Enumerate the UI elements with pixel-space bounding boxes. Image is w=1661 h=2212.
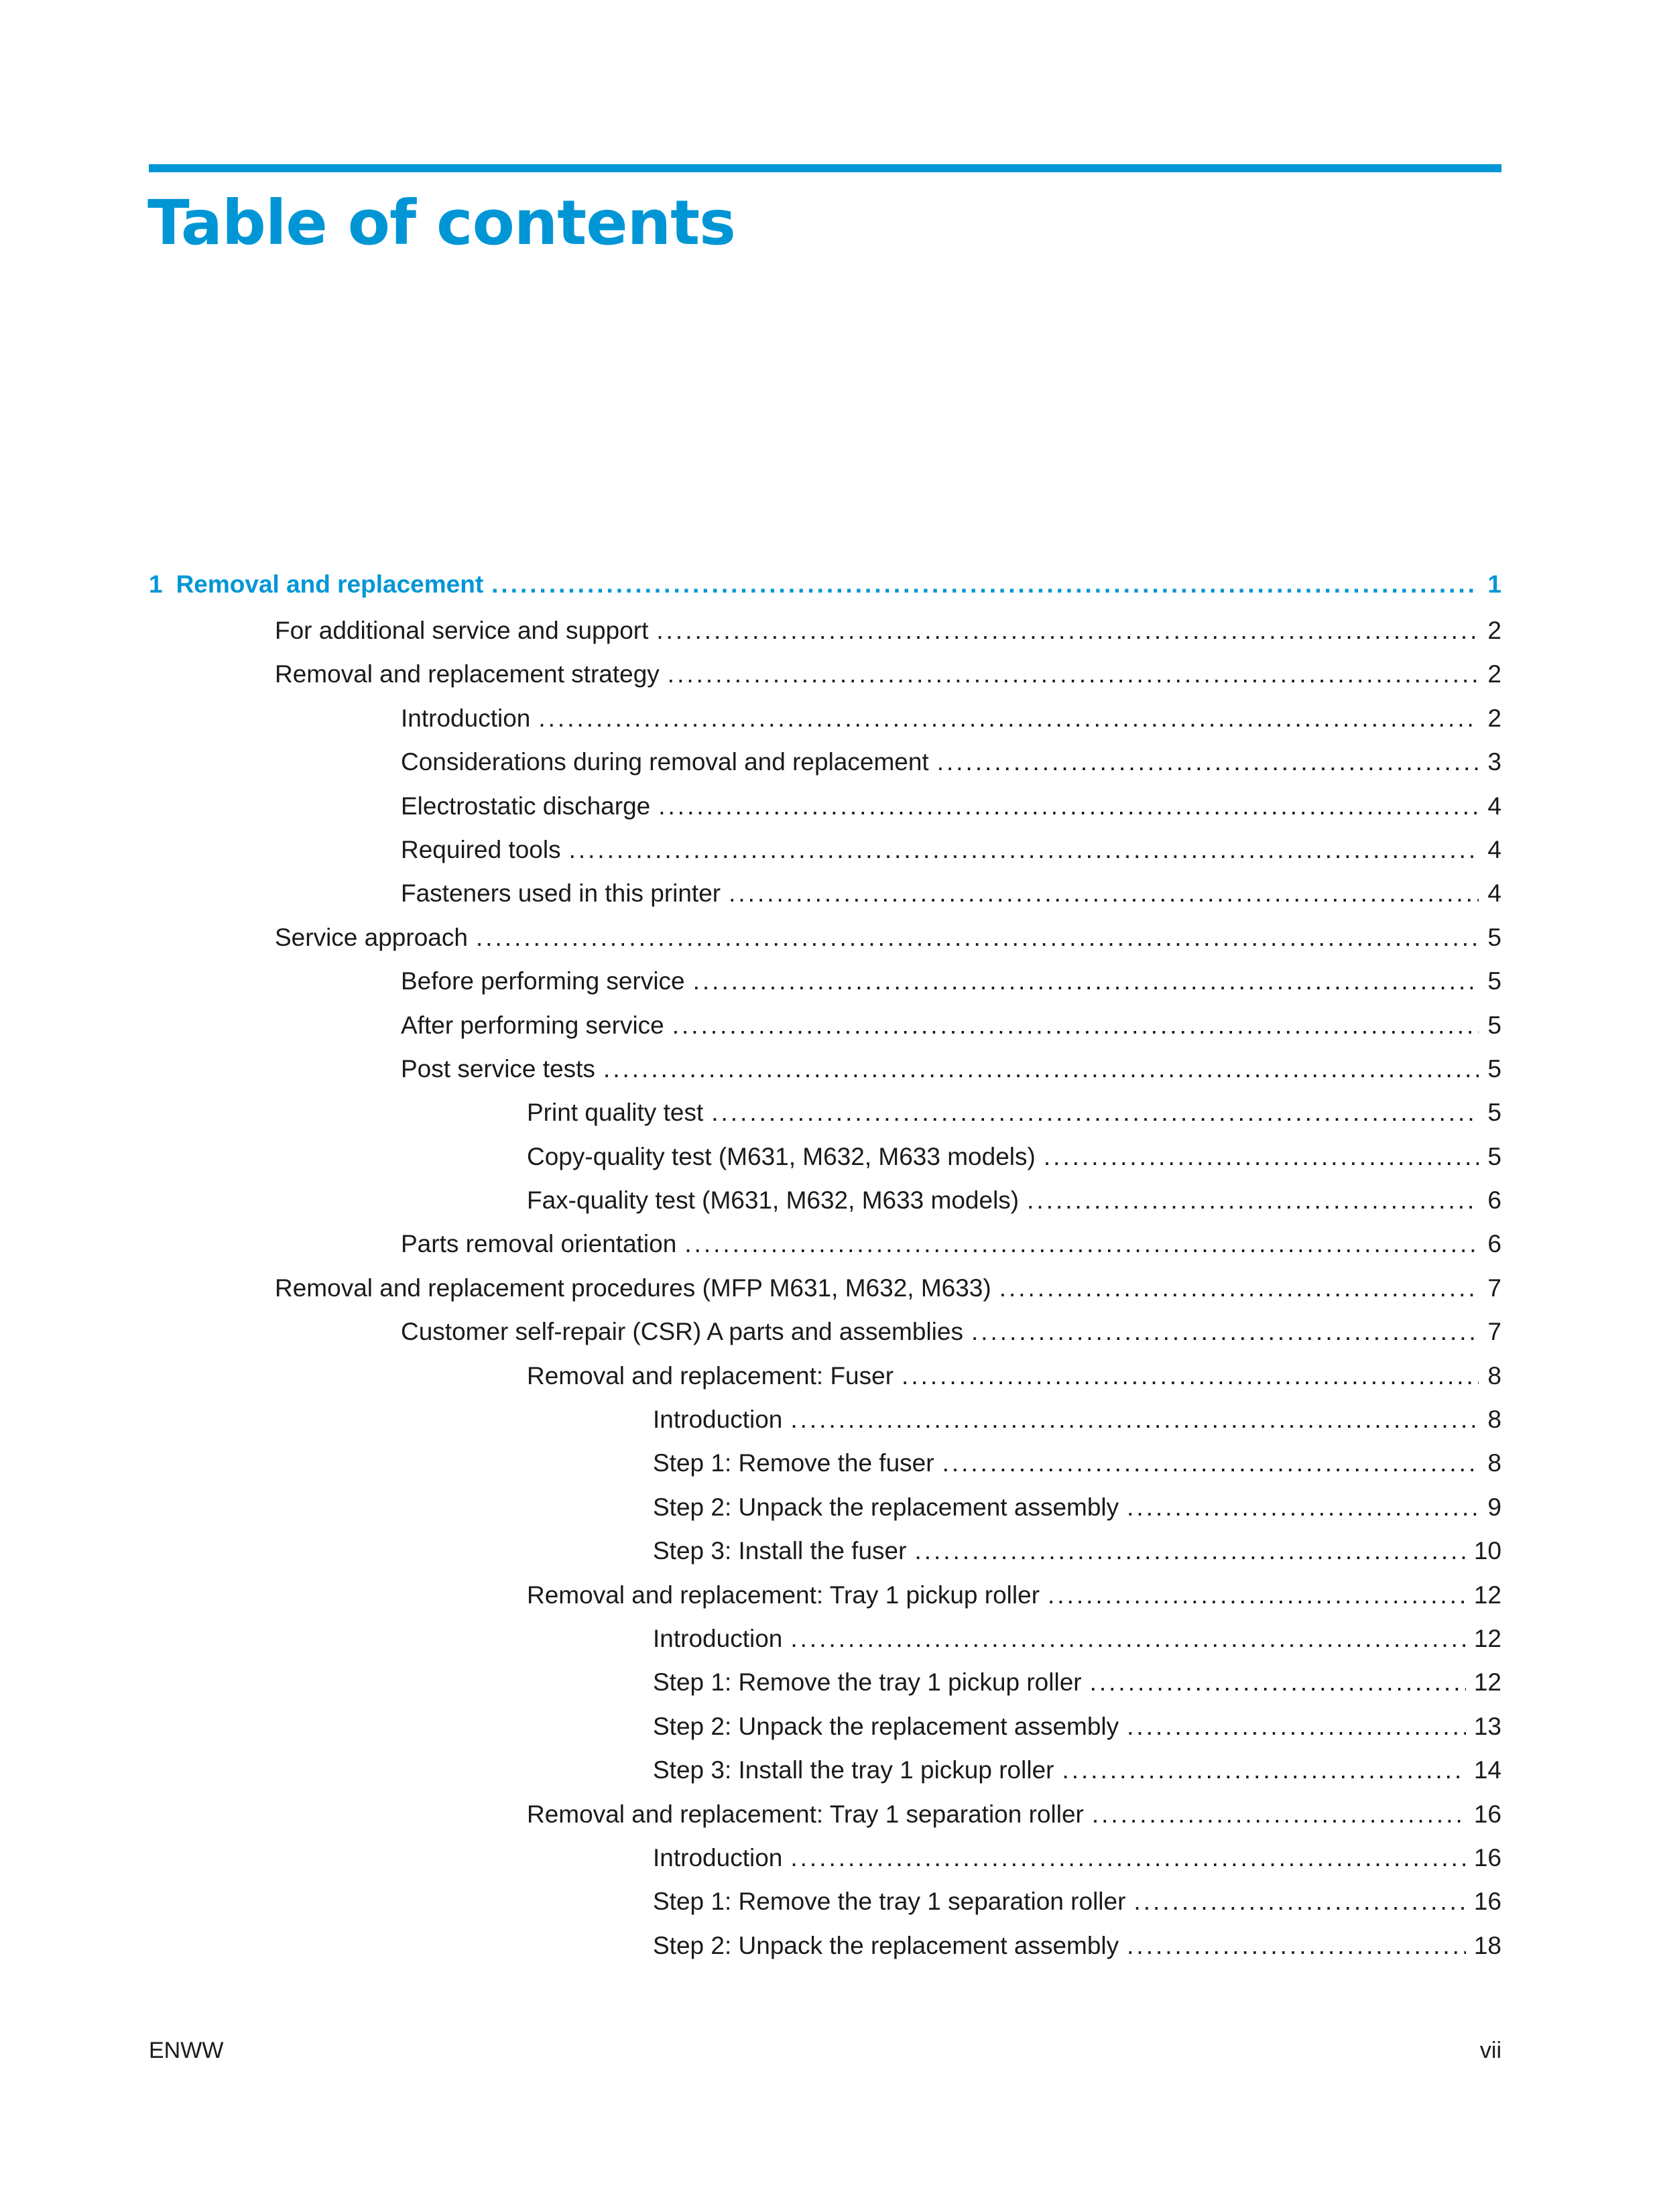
toc-entry-title: Step 2: Unpack the replacement assembly xyxy=(653,1712,1119,1740)
toc-entry[interactable] xyxy=(149,609,1501,652)
toc-entry-page: 8 xyxy=(1487,1449,1501,1477)
toc-entry-title: Print quality test xyxy=(527,1099,704,1127)
toc-entry-page: 5 xyxy=(1487,967,1501,995)
toc-dot-leader xyxy=(999,1266,1479,1310)
toc-entry-title: Step 3: Install the fuser xyxy=(653,1537,907,1565)
toc-entry-page: 6 xyxy=(1487,1230,1501,1258)
toc-entry[interactable] xyxy=(149,1573,1501,1617)
toc-entry[interactable] xyxy=(149,1924,1501,1967)
toc-entry-title: Step 1: Remove the tray 1 pickup roller xyxy=(653,1668,1082,1697)
toc-dot-leader xyxy=(711,1091,1479,1134)
toc-entry[interactable] xyxy=(149,1003,1501,1047)
toc-entry-title: Removal and replacement: Tray 1 pickup roller xyxy=(527,1581,1040,1609)
toc-entry[interactable] xyxy=(149,1880,1501,1923)
toc-entry-title: Step 1: Remove the fuser xyxy=(653,1449,934,1477)
toc-entry[interactable] xyxy=(149,1266,1501,1310)
toc-entry-title: Step 1: Remove the tray 1 separation roller xyxy=(653,1888,1126,1916)
toc-dot-leader xyxy=(668,652,1479,696)
toc-entry-title: Step 3: Install the tray 1 pickup roller xyxy=(653,1756,1054,1784)
toc-entry-title: Step 2: Unpack the replacement assembly xyxy=(653,1493,1119,1521)
toc-entry[interactable] xyxy=(149,652,1501,696)
toc-entry[interactable] xyxy=(149,916,1501,959)
toc-entry-title: Considerations during removal and replacement xyxy=(401,748,929,776)
toc-entry-page: 10 xyxy=(1473,1537,1501,1565)
toc-entry-title: Required tools xyxy=(401,835,561,863)
toc-entry[interactable] xyxy=(149,1135,1501,1178)
toc-entry-title: Fax-quality test (M631, M632, M633 models) xyxy=(527,1186,1020,1215)
toc-dot-leader xyxy=(603,1047,1479,1091)
toc-entry-title: Removal and replacement procedures (MFP M631, M632, M633) xyxy=(275,1274,991,1302)
toc-entry-page: 16 xyxy=(1473,1800,1501,1828)
toc-entry[interactable] xyxy=(149,1222,1501,1266)
toc-entry-title: After performing service xyxy=(401,1011,664,1039)
toc-dot-leader xyxy=(902,1354,1479,1398)
toc-entry[interactable] xyxy=(149,1178,1501,1222)
toc-entry-page: 2 xyxy=(1487,617,1501,644)
toc-entry[interactable] xyxy=(149,1441,1501,1485)
toc-dot-leader xyxy=(1133,1880,1465,1923)
toc-entry-title: Introduction xyxy=(653,1624,783,1652)
toc-dot-leader xyxy=(1127,1705,1466,1748)
toc-dot-leader xyxy=(942,1441,1479,1485)
toc-dot-leader xyxy=(656,609,1479,652)
toc-dot-leader xyxy=(672,1003,1479,1047)
toc-dot-leader xyxy=(790,1398,1479,1441)
toc-entry[interactable] xyxy=(149,1748,1501,1792)
toc-dot-leader xyxy=(914,1529,1465,1573)
toc-entry[interactable] xyxy=(149,1091,1501,1134)
toc-entry-page: 5 xyxy=(1487,923,1501,951)
toc-dot-leader xyxy=(693,959,1479,1003)
toc-entry-title: Removal and replacement: Tray 1 separation roller xyxy=(527,1800,1084,1828)
toc-entry[interactable] xyxy=(149,1836,1501,1880)
page-title: Table of contents xyxy=(147,187,735,259)
toc-entry-page: 5 xyxy=(1487,1099,1501,1127)
toc-entry[interactable] xyxy=(149,1354,1501,1398)
toc-entry-title: For additional service and support xyxy=(275,617,649,644)
toc-dot-leader xyxy=(684,1222,1479,1266)
toc-entry[interactable] xyxy=(149,1792,1501,1836)
toc-entry-page: 4 xyxy=(1487,835,1501,863)
toc-entry-title: Service approach xyxy=(275,923,468,951)
toc-entry-page: 5 xyxy=(1487,1011,1501,1039)
toc-entry[interactable] xyxy=(149,1310,1501,1353)
toc-dot-leader xyxy=(971,1310,1479,1353)
toc-entry-title: Parts removal orientation xyxy=(401,1230,677,1258)
toc-entry-title: Fasteners used in this printer xyxy=(401,879,721,908)
toc-dot-leader xyxy=(1062,1748,1465,1792)
toc-entry-number: 1 xyxy=(149,570,163,598)
toc-entry[interactable] xyxy=(149,1617,1501,1660)
toc-entry[interactable] xyxy=(149,696,1501,740)
toc-entry-title: Removal and replacement strategy xyxy=(275,660,660,688)
toc-entry-page: 16 xyxy=(1473,1843,1501,1871)
toc-dot-leader xyxy=(1044,1135,1479,1178)
toc-dot-leader xyxy=(491,562,1479,607)
toc-dot-leader xyxy=(538,696,1479,740)
toc-entry[interactable] xyxy=(149,828,1501,871)
toc-entry[interactable] xyxy=(149,1047,1501,1091)
toc-dot-leader xyxy=(1048,1573,1466,1617)
toc-entry-title: Introduction xyxy=(653,1406,783,1434)
table-of-contents xyxy=(149,562,1501,1967)
toc-entry-page: 12 xyxy=(1473,1581,1501,1609)
toc-entry[interactable] xyxy=(149,959,1501,1003)
toc-entry-title: Introduction xyxy=(401,704,531,732)
toc-entry-title: Copy-quality test (M631, M632, M633 models) xyxy=(527,1142,1036,1170)
toc-entry-page: 9 xyxy=(1487,1493,1501,1521)
toc-dot-leader xyxy=(1127,1924,1466,1967)
toc-entry-page: 18 xyxy=(1473,1931,1501,1959)
toc-dot-leader xyxy=(476,916,1479,959)
toc-entry-page: 6 xyxy=(1487,1186,1501,1215)
toc-entry-title: Customer self-repair (CSR) A parts and assemblies xyxy=(401,1318,963,1346)
toc-entry-page: 7 xyxy=(1487,1274,1501,1302)
toc-dot-leader xyxy=(1127,1485,1479,1529)
toc-entry-page: 12 xyxy=(1473,1624,1501,1652)
toc-entry-page: 3 xyxy=(1487,748,1501,776)
toc-entry-page: 5 xyxy=(1487,1054,1501,1083)
footer-page-number: vii xyxy=(1479,2038,1501,2063)
toc-entry[interactable] xyxy=(149,1398,1501,1441)
toc-entry-page: 13 xyxy=(1473,1712,1501,1740)
toc-entry[interactable] xyxy=(149,1660,1501,1704)
toc-dot-leader xyxy=(658,784,1479,828)
toc-dot-leader xyxy=(937,740,1479,784)
toc-dot-leader xyxy=(729,871,1479,915)
toc-entry-page: 14 xyxy=(1473,1756,1501,1784)
toc-entry-title: Step 2: Unpack the replacement assembly xyxy=(653,1931,1119,1959)
toc-entry-page: 5 xyxy=(1487,1142,1501,1170)
toc-entry[interactable] xyxy=(149,1485,1501,1529)
toc-entry-page: 4 xyxy=(1487,792,1501,820)
toc-dot-leader xyxy=(1092,1792,1466,1836)
toc-entry-title: Before performing service xyxy=(401,967,685,995)
toc-entry-page: 2 xyxy=(1487,704,1501,732)
toc-entry-page: 2 xyxy=(1487,660,1501,688)
title-rule xyxy=(149,164,1501,172)
toc-dot-leader xyxy=(790,1617,1465,1660)
toc-entry-title: Electrostatic discharge xyxy=(401,792,651,820)
toc-entry-page: 8 xyxy=(1487,1361,1501,1390)
toc-entry-title: Post service tests xyxy=(401,1054,595,1083)
footer-left-label: ENWW xyxy=(149,2038,224,2063)
toc-dot-leader xyxy=(569,828,1479,871)
toc-entry[interactable] xyxy=(149,740,1501,784)
toc-entry-page: 8 xyxy=(1487,1406,1501,1434)
toc-entry-title: Introduction xyxy=(653,1843,783,1871)
toc-entry-title: Removal and replacement xyxy=(176,570,484,598)
toc-entry-page: 1 xyxy=(1487,570,1501,598)
toc-entry[interactable] xyxy=(149,1529,1501,1573)
toc-dot-leader xyxy=(1090,1660,1466,1704)
toc-dot-leader xyxy=(790,1836,1465,1880)
toc-dot-leader xyxy=(1027,1178,1479,1222)
toc-entry-title: Removal and replacement: Fuser xyxy=(527,1361,894,1390)
toc-chapter-entry[interactable] xyxy=(149,562,1501,607)
toc-entry-page: 12 xyxy=(1473,1668,1501,1697)
toc-entry-page: 4 xyxy=(1487,879,1501,908)
toc-entry[interactable] xyxy=(149,784,1501,828)
toc-entry[interactable] xyxy=(149,1705,1501,1748)
toc-entry-page: 16 xyxy=(1473,1888,1501,1916)
toc-entry[interactable] xyxy=(149,871,1501,915)
toc-entry-page: 7 xyxy=(1487,1318,1501,1346)
